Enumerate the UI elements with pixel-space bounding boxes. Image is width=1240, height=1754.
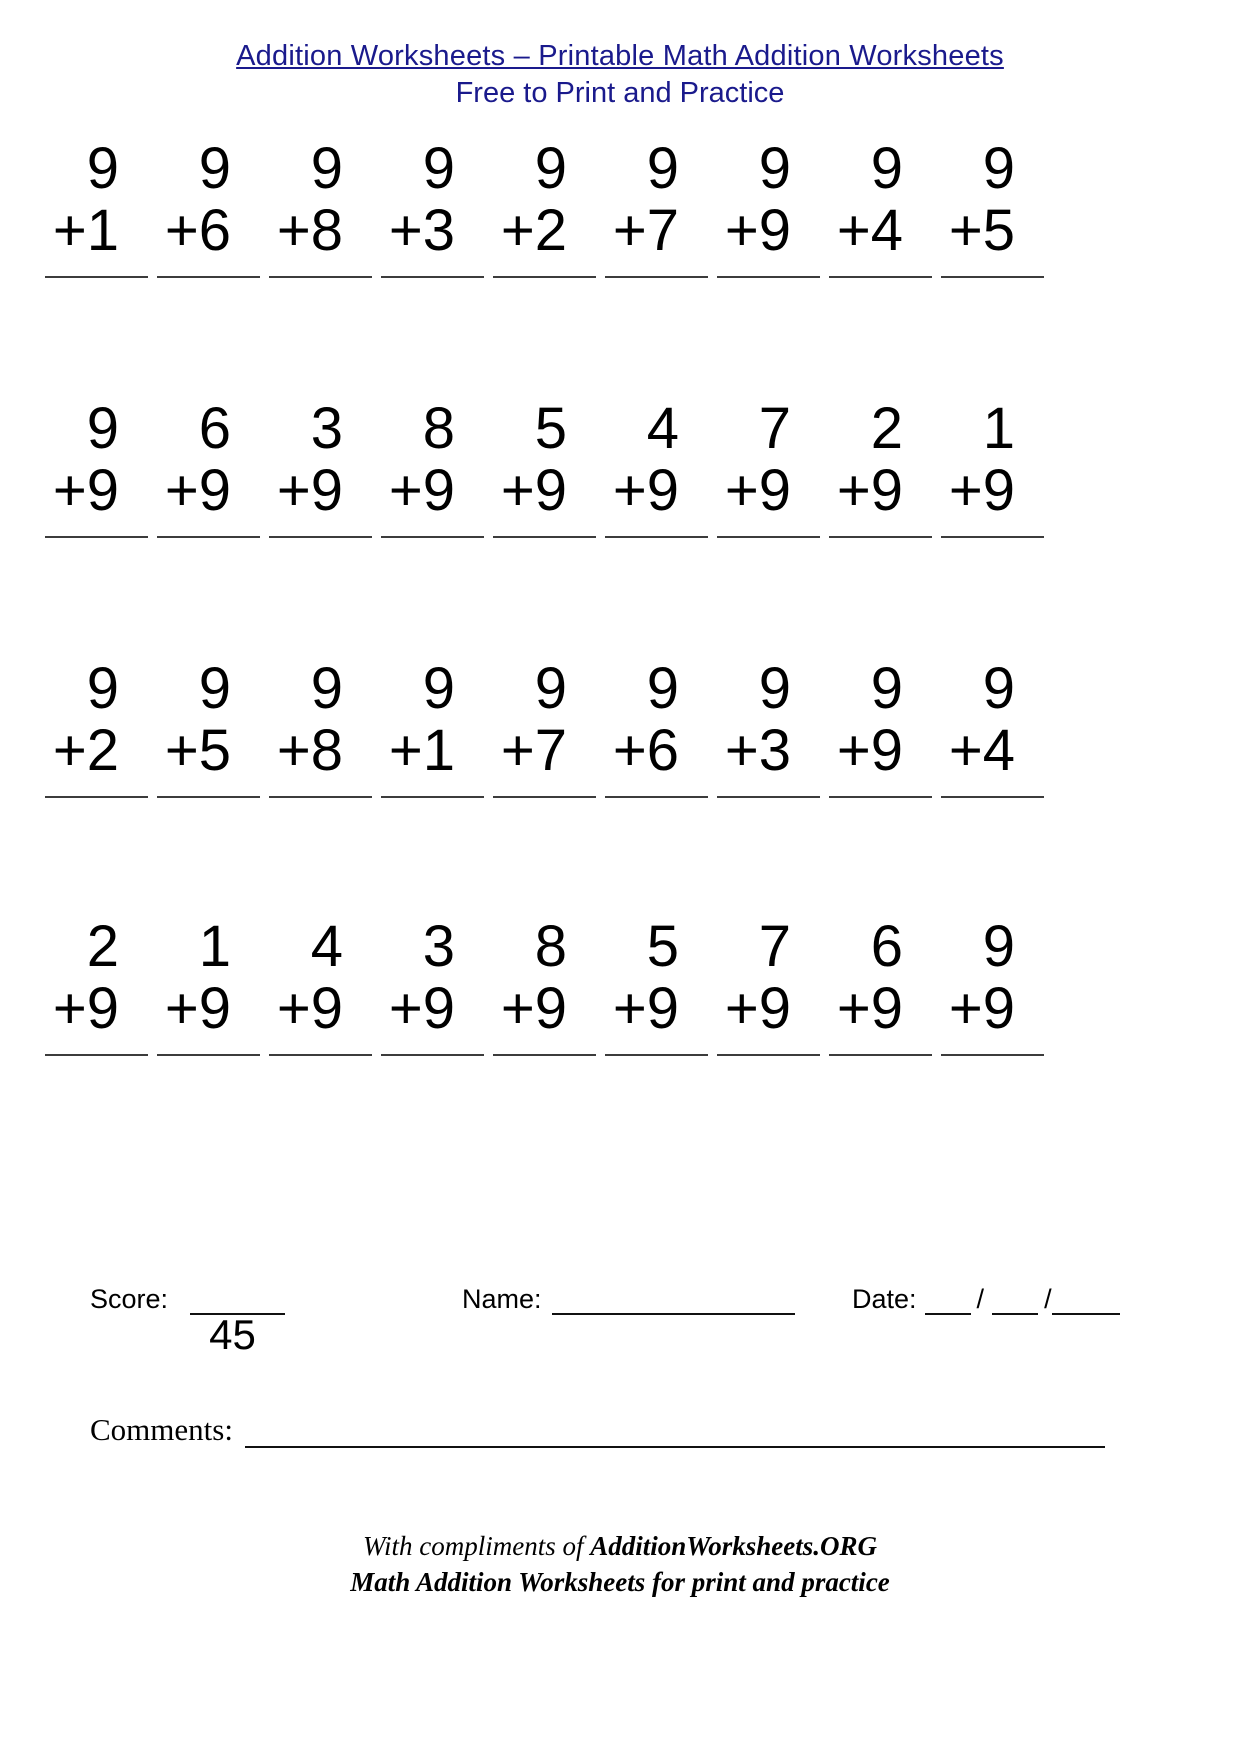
top-addend: 9 <box>646 656 679 721</box>
addition-problem <box>269 658 372 798</box>
top-addend: 3 <box>422 914 455 979</box>
bottom-addend: +5 <box>164 718 231 783</box>
bottom-addend: +7 <box>612 198 679 263</box>
addition-problem <box>45 916 148 1056</box>
date-year-blank <box>1052 1285 1120 1315</box>
top-addend: 2 <box>86 914 119 979</box>
answer-line <box>605 536 708 538</box>
answer-line <box>45 536 148 538</box>
bottom-addend: +9 <box>276 976 343 1041</box>
answer-line <box>269 276 372 278</box>
problem-operands <box>269 658 343 782</box>
top-addend: 4 <box>646 396 679 461</box>
problem-operands <box>269 916 343 1040</box>
addition-problem <box>493 138 596 278</box>
answer-line <box>717 276 820 278</box>
top-addend: 9 <box>534 656 567 721</box>
problem-operands <box>941 138 1015 262</box>
answer-line <box>269 1054 372 1056</box>
answer-line <box>829 1054 932 1056</box>
answer-line <box>493 1054 596 1056</box>
addition-problem <box>605 658 708 798</box>
bottom-addend: +9 <box>388 976 455 1041</box>
addition-problem <box>941 398 1044 538</box>
problem-operands <box>605 138 679 262</box>
date-label: Date: <box>852 1284 917 1314</box>
problem-operands <box>829 398 903 522</box>
problem-operands <box>717 398 791 522</box>
addition-problem <box>829 138 932 278</box>
bottom-addend: +9 <box>388 458 455 523</box>
bottom-addend: +3 <box>388 198 455 263</box>
problems-row <box>45 916 1045 1056</box>
addition-problem <box>829 658 932 798</box>
problem-operands <box>157 658 231 782</box>
top-addend: 9 <box>870 136 903 201</box>
addition-problem <box>45 658 148 798</box>
bottom-addend: +4 <box>948 718 1015 783</box>
addition-problem <box>717 916 820 1056</box>
problem-operands <box>157 398 231 522</box>
problem-operands <box>493 398 567 522</box>
top-addend: 5 <box>534 396 567 461</box>
answer-line <box>493 276 596 278</box>
problem-operands <box>493 916 567 1040</box>
answer-line <box>381 796 484 798</box>
problem-operands <box>269 398 343 522</box>
top-addend: 7 <box>758 396 791 461</box>
answer-line <box>493 796 596 798</box>
addition-problem <box>605 398 708 538</box>
answer-line <box>45 1054 148 1056</box>
problem-operands <box>381 916 455 1040</box>
addition-problem <box>269 398 372 538</box>
date-slash: / <box>976 1284 985 1314</box>
problem-operands <box>269 138 343 262</box>
problems-row <box>45 138 1045 278</box>
answer-line <box>941 1054 1044 1056</box>
problem-operands <box>493 658 567 782</box>
answer-line <box>605 276 708 278</box>
addition-problem <box>157 658 260 798</box>
bottom-addend: +5 <box>948 198 1015 263</box>
answer-line <box>269 796 372 798</box>
answer-line <box>717 796 820 798</box>
bottom-addend: +9 <box>164 458 231 523</box>
credits-prefix: With compliments of <box>362 1531 591 1561</box>
credits-brand: AdditionWorksheets.ORG <box>590 1531 878 1561</box>
answer-line <box>45 276 148 278</box>
top-addend: 5 <box>646 914 679 979</box>
problems-row <box>45 398 1045 538</box>
bottom-addend: +9 <box>724 198 791 263</box>
top-addend: 3 <box>310 396 343 461</box>
bottom-addend: +9 <box>164 976 231 1041</box>
top-addend: 9 <box>86 656 119 721</box>
answer-line <box>45 796 148 798</box>
problem-operands <box>717 916 791 1040</box>
problem-operands <box>45 138 119 262</box>
title-block <box>0 40 1240 110</box>
problem-operands <box>157 916 231 1040</box>
problem-operands <box>381 398 455 522</box>
top-addend: 1 <box>198 914 231 979</box>
addition-problem <box>717 398 820 538</box>
bottom-addend: +9 <box>836 718 903 783</box>
bottom-addend: +2 <box>500 198 567 263</box>
top-addend: 6 <box>198 396 231 461</box>
date-month-blank <box>925 1285 971 1315</box>
addition-problem <box>157 916 260 1056</box>
top-addend: 9 <box>198 656 231 721</box>
top-addend: 9 <box>534 136 567 201</box>
addition-problem <box>381 658 484 798</box>
comments-label: Comments: <box>90 1412 233 1447</box>
answer-line <box>829 796 932 798</box>
name-blank-line <box>552 1285 795 1315</box>
credits-line1 <box>0 1528 1240 1564</box>
top-addend: 9 <box>422 136 455 201</box>
answer-line <box>717 1054 820 1056</box>
top-addend: 9 <box>310 136 343 201</box>
title-link[interactable]: Addition Worksheets – Printable Math Addition Worksheets <box>236 40 1004 72</box>
problem-operands <box>605 658 679 782</box>
credits-line2: Math Addition Worksheets for print and practice <box>350 1567 890 1597</box>
addition-problem <box>829 916 932 1056</box>
addition-problem <box>717 658 820 798</box>
problem-operands <box>941 398 1015 522</box>
answer-line <box>605 1054 708 1056</box>
top-addend: 9 <box>86 136 119 201</box>
problem-operands <box>829 658 903 782</box>
top-addend: 9 <box>646 136 679 201</box>
top-addend: 8 <box>422 396 455 461</box>
bottom-addend: +9 <box>724 976 791 1041</box>
bottom-addend: +9 <box>948 458 1015 523</box>
top-addend: 2 <box>870 396 903 461</box>
score-label: Score: <box>90 1284 169 1314</box>
answer-line <box>605 796 708 798</box>
addition-problem <box>941 916 1044 1056</box>
top-addend: 9 <box>870 656 903 721</box>
bottom-addend: +4 <box>836 198 903 263</box>
addition-problem <box>381 138 484 278</box>
answer-line <box>493 536 596 538</box>
top-addend: 6 <box>870 914 903 979</box>
problem-operands <box>45 916 119 1040</box>
bottom-addend: +9 <box>612 458 679 523</box>
bottom-addend: +6 <box>164 198 231 263</box>
problem-operands <box>605 916 679 1040</box>
answer-line <box>829 276 932 278</box>
bottom-addend: +9 <box>52 458 119 523</box>
bottom-addend: +9 <box>500 458 567 523</box>
top-addend: 7 <box>758 914 791 979</box>
bottom-addend: +9 <box>836 976 903 1041</box>
bottom-addend: +9 <box>948 976 1015 1041</box>
top-addend: 9 <box>422 656 455 721</box>
problems-row <box>45 658 1045 798</box>
bottom-addend: +7 <box>500 718 567 783</box>
name-label: Name: <box>462 1284 542 1314</box>
top-addend: 9 <box>982 914 1015 979</box>
top-addend: 9 <box>982 656 1015 721</box>
problem-operands <box>157 138 231 262</box>
bottom-addend: +9 <box>612 976 679 1041</box>
bottom-addend: +1 <box>52 198 119 263</box>
answer-line <box>157 276 260 278</box>
bottom-addend: +6 <box>612 718 679 783</box>
answer-line <box>941 796 1044 798</box>
problem-operands <box>605 398 679 522</box>
score-value: 45 <box>209 1311 256 1358</box>
addition-problem <box>717 138 820 278</box>
bottom-addend: +9 <box>276 458 343 523</box>
problem-operands <box>717 138 791 262</box>
problem-operands <box>493 138 567 262</box>
addition-problem <box>493 398 596 538</box>
answer-line <box>157 536 260 538</box>
top-addend: 9 <box>758 136 791 201</box>
problem-operands <box>829 138 903 262</box>
addition-problem <box>45 398 148 538</box>
answer-line <box>941 536 1044 538</box>
addition-problem <box>941 138 1044 278</box>
addition-problem <box>493 658 596 798</box>
addition-problem <box>941 658 1044 798</box>
problem-operands <box>45 658 119 782</box>
date-day-blank <box>992 1285 1038 1315</box>
answer-line <box>717 536 820 538</box>
problem-operands <box>829 916 903 1040</box>
top-addend: 8 <box>534 914 567 979</box>
date-field <box>852 1283 1120 1315</box>
problem-operands <box>941 658 1015 782</box>
bottom-addend: +9 <box>52 976 119 1041</box>
addition-problem <box>829 398 932 538</box>
addition-problem <box>269 916 372 1056</box>
bottom-addend: +2 <box>52 718 119 783</box>
subtitle: Free to Print and Practice <box>455 77 785 109</box>
top-addend: 4 <box>310 914 343 979</box>
answer-line <box>157 796 260 798</box>
problem-operands <box>45 398 119 522</box>
answer-line <box>381 1054 484 1056</box>
top-addend: 9 <box>310 656 343 721</box>
bottom-addend: +3 <box>724 718 791 783</box>
date-slash: / <box>1044 1284 1052 1314</box>
addition-problem <box>269 138 372 278</box>
problem-operands <box>941 916 1015 1040</box>
top-addend: 9 <box>982 136 1015 201</box>
answer-line <box>269 536 372 538</box>
comments-blank-line <box>245 1414 1105 1448</box>
problem-operands <box>381 658 455 782</box>
name-field <box>462 1283 795 1315</box>
answer-line <box>157 1054 260 1056</box>
top-addend: 9 <box>86 396 119 461</box>
answer-line <box>829 536 932 538</box>
top-addend: 9 <box>758 656 791 721</box>
bottom-addend: +8 <box>276 198 343 263</box>
answer-line <box>941 276 1044 278</box>
addition-problem <box>605 916 708 1056</box>
addition-problem <box>157 138 260 278</box>
top-addend: 9 <box>198 136 231 201</box>
addition-problem <box>605 138 708 278</box>
bottom-addend: +9 <box>836 458 903 523</box>
bottom-addend: +9 <box>500 976 567 1041</box>
bottom-addend: +1 <box>388 718 455 783</box>
bottom-addend: +8 <box>276 718 343 783</box>
problem-operands <box>717 658 791 782</box>
addition-problem <box>157 398 260 538</box>
problem-operands <box>381 138 455 262</box>
credits-footer <box>0 1528 1240 1600</box>
addition-problem <box>381 916 484 1056</box>
comments-field <box>90 1412 1105 1448</box>
answer-line <box>381 536 484 538</box>
top-addend: 1 <box>982 396 1015 461</box>
addition-problem <box>381 398 484 538</box>
answer-line <box>381 276 484 278</box>
addition-problem <box>493 916 596 1056</box>
bottom-addend: +9 <box>724 458 791 523</box>
addition-problem <box>45 138 148 278</box>
